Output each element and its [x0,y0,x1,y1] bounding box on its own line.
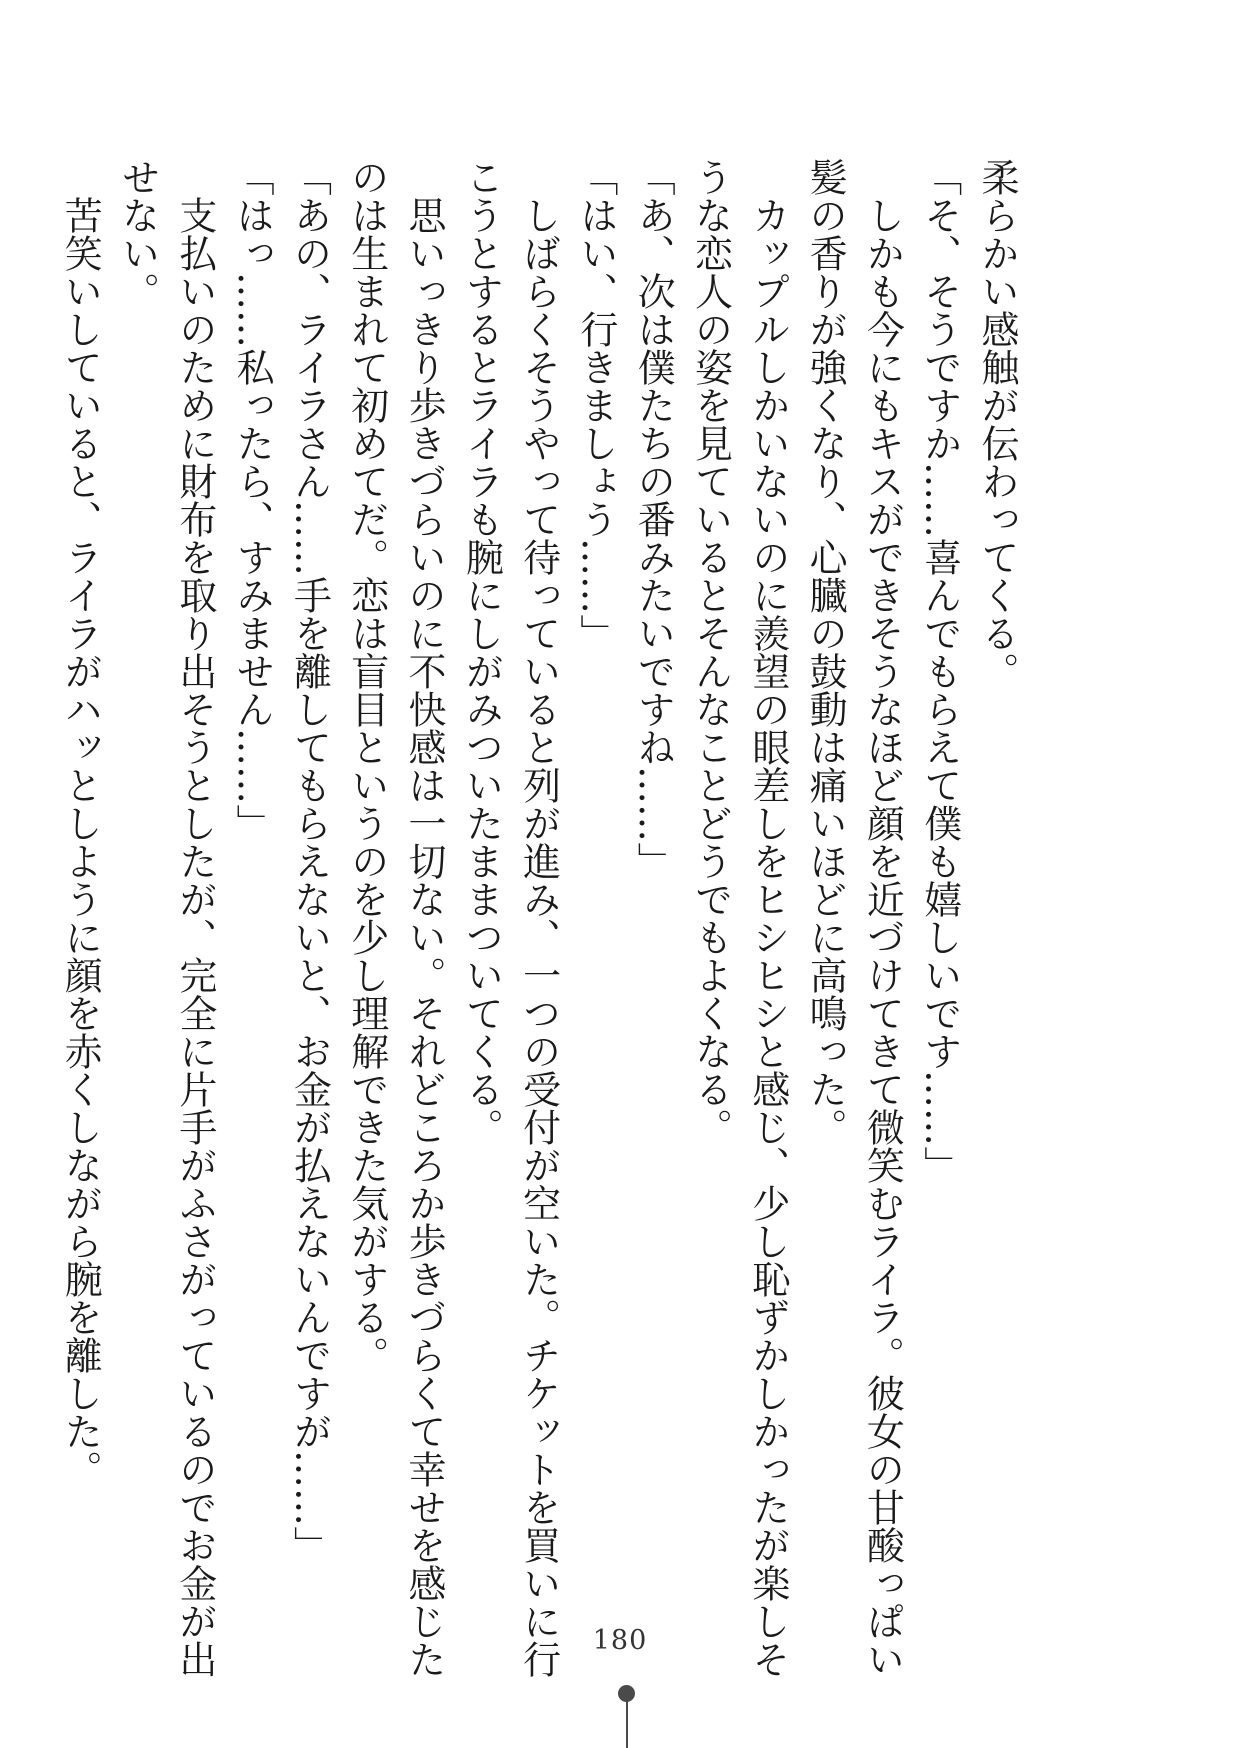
text-line: 柔らかい感触が伝わってくる。 [975,158,1019,690]
text-line: 「はい、行きましょう……」 [573,158,618,652]
page-marker-line [626,1701,628,1748]
text-line: 苦笑いしていると、ライラがハッとしように顔を赤くしながら腕を離した。 [58,158,103,1488]
text-line: 「はっ……私ったら、すみません……」 [230,158,275,842]
text-line: 「そ、そうですか……喜んでもらえて僕も嬉しいです……」 [917,158,962,1184]
text-line: しかも今にもキスができそうなほど顔を近づけてきて微笑むライラ。彼女の甘酸っぱい [860,158,905,1678]
text-line: 支払いのために財布を取り出そうとしたが、完全に片手がふさがっているのでお金が出 [172,158,217,1678]
text-line: せない。 [115,158,160,310]
page-number: 180 [592,1625,648,1656]
text-line: 「あ、次は僕たちの番みたいですね……」 [631,158,676,880]
text-line: こうとするとライラも腕にしがみついたままついてくる。 [459,158,504,1146]
text-line: 思いっきり歩きづらいのに不快感は一切ない。それどころか歩きづらくて幸せを感じた [402,158,447,1678]
text-line: のは生まれて初めてだ。恋は盲目というのを少し理解できた気がする。 [344,158,389,1374]
text-line: うな恋人の姿を見ているとそんなことどうでもよくなる。 [688,158,733,1146]
text-line: 「あの、ライラさん……手を離してもらえないと、お金が払えないんですが……」 [287,158,332,1564]
text-line: しばらくそうやって待っていると列が進み、一つの受付が空いた。チケットを買いに行 [516,158,561,1678]
page-marker-dot [618,1685,635,1702]
text-line: 髪の香りが強くなり、心臓の鼓動は痛いほどに高鳴った。 [803,158,848,1146]
text-line: カップルしかいないのに羨望の眼差しをヒシヒシと感じ、少し恥ずかしかったが楽しそ [745,158,790,1678]
